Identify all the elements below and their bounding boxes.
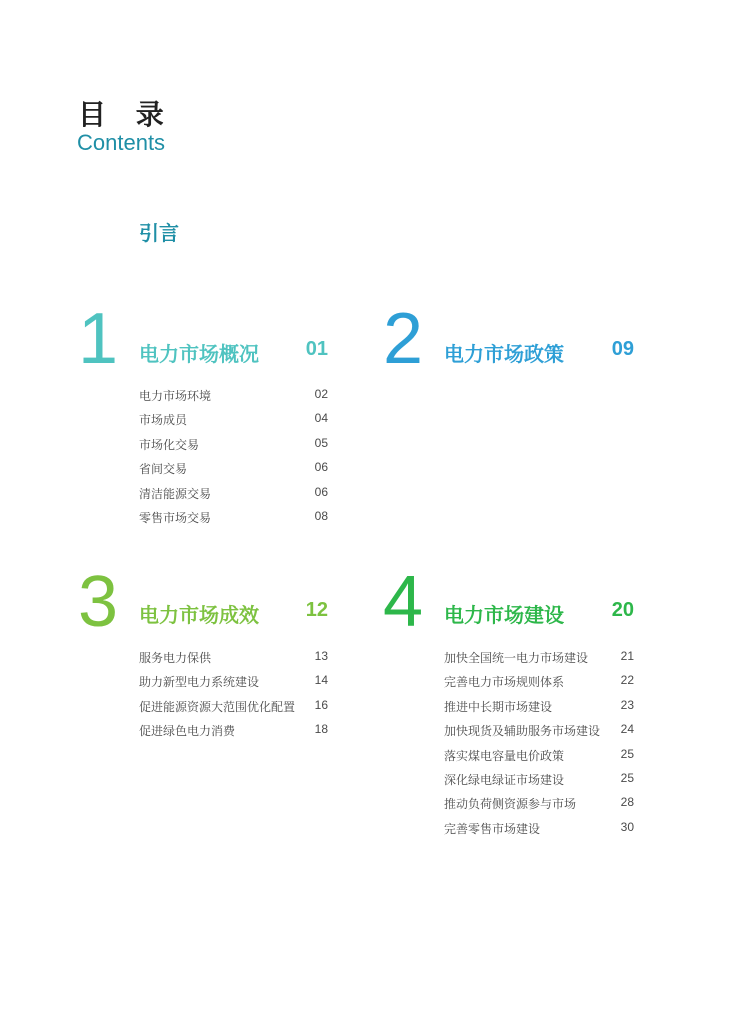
section-title[interactable]: 电力市场成效 bbox=[139, 603, 259, 627]
toc-item[interactable]: 完善零售市场建设 bbox=[444, 821, 541, 836]
page-subtitle: Contents bbox=[77, 130, 166, 155]
section-page-number: 01 bbox=[305, 338, 328, 360]
section-number: 2 bbox=[383, 299, 424, 379]
toc-item-page: 22 bbox=[620, 673, 634, 688]
toc-item[interactable]: 服务电力保供 bbox=[139, 651, 212, 665]
toc-item[interactable]: 推动负荷侧资源参与市场 bbox=[444, 797, 577, 812]
toc-item[interactable]: 清洁能源交易 bbox=[139, 486, 212, 501]
toc-item-page: 25 bbox=[620, 746, 634, 761]
toc-item-page: 28 bbox=[620, 795, 634, 810]
toc-item-page: 02 bbox=[314, 387, 328, 401]
toc-item[interactable]: 加快现货及辅助服务市场建设 bbox=[444, 724, 601, 739]
section-number: 3 bbox=[78, 562, 119, 642]
toc-item[interactable]: 落实煤电容量电价政策 bbox=[444, 748, 565, 763]
toc-item-page: 25 bbox=[620, 771, 634, 785]
section-page-number: 20 bbox=[611, 599, 634, 621]
toc-item-page: 23 bbox=[620, 697, 634, 712]
toc-item[interactable]: 促进能源资源大范围优化配置 bbox=[139, 699, 296, 714]
toc-item[interactable]: 市场化交易 bbox=[139, 437, 200, 452]
toc-item-page: 13 bbox=[314, 649, 328, 663]
toc-item-page: 24 bbox=[620, 722, 634, 737]
page-title: 目 录 bbox=[78, 98, 174, 131]
toc-item[interactable]: 加快全国统一电力市场建设 bbox=[444, 651, 589, 665]
section-number: 1 bbox=[78, 299, 119, 379]
section-title[interactable]: 电力市场建设 bbox=[444, 603, 564, 627]
toc-item[interactable]: 深化绿电绿证市场建设 bbox=[444, 773, 565, 787]
toc-item-page: 06 bbox=[314, 484, 328, 499]
toc-item-page: 04 bbox=[314, 411, 328, 426]
toc-item[interactable]: 助力新型电力系统建设 bbox=[139, 675, 260, 690]
toc-item[interactable]: 促进绿色电力消费 bbox=[139, 724, 236, 739]
toc-item[interactable]: 市场成员 bbox=[139, 413, 188, 428]
toc-item[interactable]: 完善电力市场规则体系 bbox=[444, 675, 565, 690]
toc-intro-link[interactable]: 引言 bbox=[139, 221, 179, 245]
toc-item[interactable]: 零售市场交易 bbox=[139, 511, 212, 525]
section-page-number: 12 bbox=[305, 599, 328, 621]
toc-item[interactable]: 推进中长期市场建设 bbox=[444, 699, 553, 714]
toc-item-page: 14 bbox=[314, 673, 328, 688]
toc-item-page: 16 bbox=[314, 697, 328, 712]
toc-item-page: 06 bbox=[314, 460, 328, 475]
toc-item-page: 05 bbox=[314, 435, 328, 450]
section-number: 4 bbox=[383, 562, 424, 642]
toc-item-page: 08 bbox=[314, 509, 328, 523]
section-page-number: 09 bbox=[611, 338, 634, 360]
toc-item[interactable]: 电力市场环境 bbox=[139, 389, 212, 403]
toc-item-page: 21 bbox=[620, 649, 634, 663]
toc-item[interactable]: 省间交易 bbox=[139, 462, 188, 477]
section-title[interactable]: 电力市场概况 bbox=[139, 342, 259, 366]
section-title[interactable]: 电力市场政策 bbox=[444, 342, 564, 366]
toc-item-page: 18 bbox=[314, 722, 328, 737]
toc-item-page: 30 bbox=[620, 819, 634, 834]
